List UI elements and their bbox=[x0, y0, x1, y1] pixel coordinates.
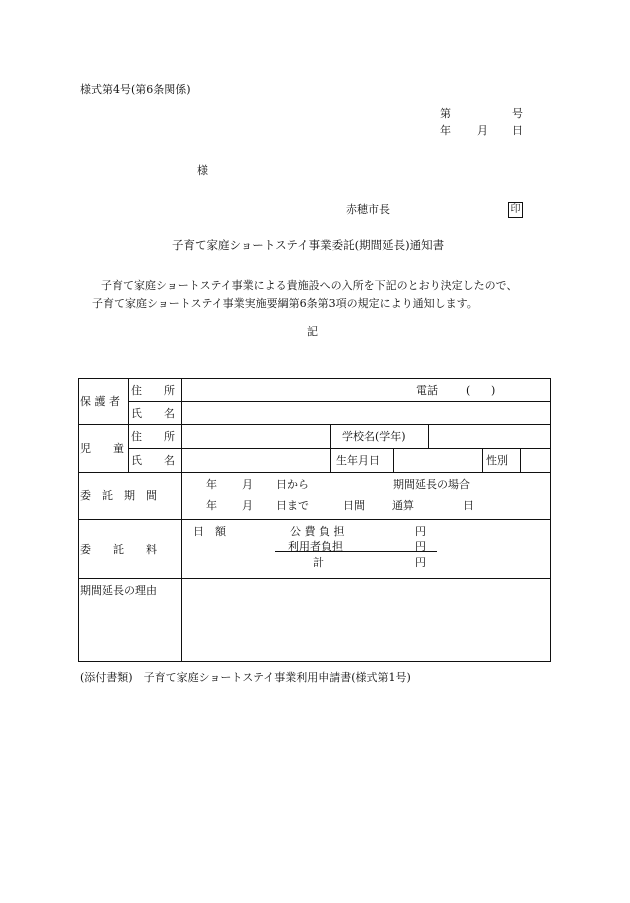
daily-amount-label: 日 額 bbox=[193, 525, 226, 538]
user-burden-yen: 円 bbox=[415, 540, 426, 553]
body-line-2: 子育て家庭ショートステイ事業実施要綱第6条第3項の規定により通知します。 bbox=[92, 297, 478, 310]
date-month: 月 bbox=[477, 124, 488, 137]
guardian-name-label: 氏 名 bbox=[131, 407, 175, 420]
phone-label: 電話 bbox=[416, 384, 438, 397]
child-name-label: 氏 名 bbox=[131, 454, 175, 467]
until-year: 年 bbox=[206, 499, 217, 512]
document-number-prefix: 第 bbox=[440, 107, 451, 120]
public-burden-yen: 円 bbox=[415, 525, 426, 538]
until-month: 月 bbox=[242, 499, 253, 512]
seal-mark: 印 bbox=[508, 202, 523, 218]
until-day: 日まで bbox=[276, 499, 309, 512]
extension-reason-label: 期間延長の理由 bbox=[80, 584, 157, 597]
from-year: 年 bbox=[206, 478, 217, 491]
phone-paren-close: ) bbox=[491, 384, 496, 397]
school-label: 学校名(学年) bbox=[342, 430, 406, 443]
fee-label: 委 託 料 bbox=[80, 543, 157, 556]
from-day: 日から bbox=[276, 478, 309, 491]
guardian-address-label: 住 所 bbox=[131, 384, 175, 397]
extension-case-label: 期間延長の場合 bbox=[393, 478, 470, 491]
document-title: 子育て家庭ショートステイ事業委託(期間延長)通知書 bbox=[172, 238, 445, 252]
total-period-day: 日 bbox=[463, 499, 474, 512]
sex-label: 性別 bbox=[486, 454, 508, 467]
document-number-suffix: 号 bbox=[512, 107, 523, 120]
child-address-label: 住 所 bbox=[131, 430, 175, 443]
user-burden-label: 利用者負担 bbox=[288, 540, 343, 553]
body-line-1: 子育て家庭ショートステイ事業による貴施設への入所を下記のとおり決定したので、 bbox=[101, 279, 518, 292]
ki-heading: 記 bbox=[307, 325, 318, 338]
birthdate-label: 生年月日 bbox=[336, 454, 380, 467]
public-burden-label: 公 費 負 担 bbox=[290, 525, 345, 538]
days-count-label: 日間 bbox=[343, 499, 365, 512]
from-month: 月 bbox=[242, 478, 253, 491]
fee-total-yen: 円 bbox=[415, 556, 426, 569]
guardian-label: 保 護 者 bbox=[80, 395, 120, 408]
issuer-name: 赤穂市長 bbox=[346, 203, 390, 216]
date-year: 年 bbox=[440, 124, 451, 137]
period-label: 委 託 期 間 bbox=[80, 489, 157, 502]
fee-total-label: 計 bbox=[313, 556, 324, 569]
attachment-note: (添付書類) 子育て家庭ショートステイ事業利用申請書(様式第1号) bbox=[80, 671, 411, 684]
child-label: 児 童 bbox=[80, 442, 124, 455]
addressee-suffix: 様 bbox=[197, 164, 208, 177]
form-number-label: 様式第4号(第6条関係) bbox=[80, 83, 191, 96]
phone-paren-open: ( bbox=[466, 384, 471, 397]
total-period-label: 通算 bbox=[392, 499, 414, 512]
date-day: 日 bbox=[512, 124, 523, 137]
